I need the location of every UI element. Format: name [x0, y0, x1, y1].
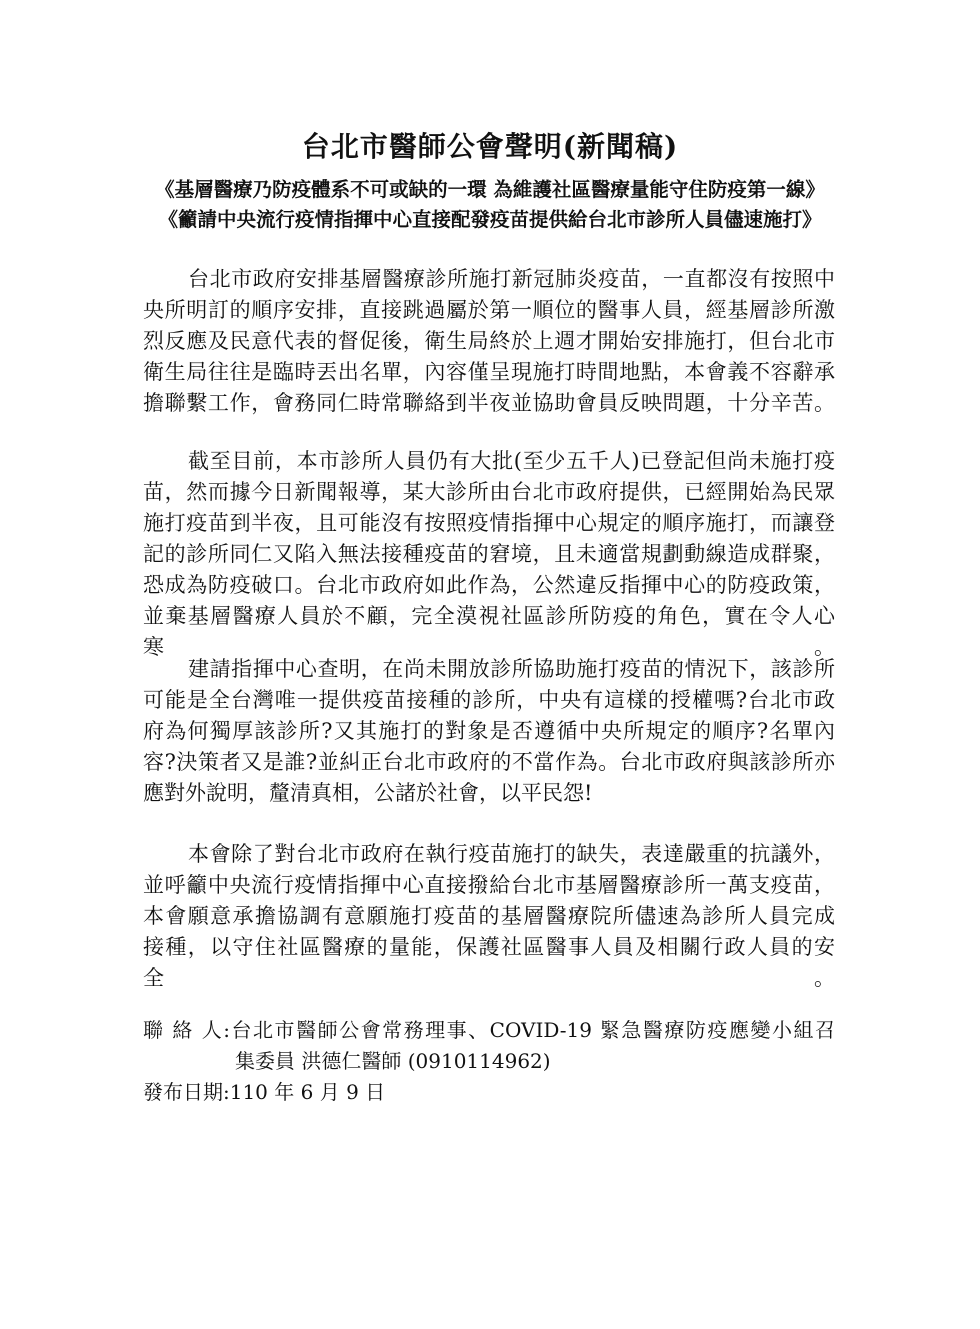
paragraph-line: 台北市政府安排基層醫療診所施打新冠肺炎疫苗，一直都沒有按照中: [188, 267, 835, 291]
paragraph-line: 並棄基層醫療人員於不顧，完全漠視社區診所防疫的角色，實在令人心寒。: [143, 604, 835, 659]
subtitle-line: 《籲請中央流行疫情指揮中心直接配發疫苗提供給台北市診所人員儘速施打》: [158, 208, 822, 231]
paragraph-line: 接種，以守住社區醫療的量能，保護社區醫事人員及相關行政人員的安全。: [143, 935, 835, 990]
subtitle-line: 《基層醫療乃防疫體系不可或缺的一環 為維護社區醫療量能守住防疫第一線》: [155, 178, 825, 201]
paragraph-line: 並呼籲中央流行疫情指揮中心直接撥給台北市基層醫療診所一萬支疫苗，: [143, 873, 835, 897]
paragraph-2: [143, 446, 835, 659]
contact-person: 聯 絡 人:台北市醫師公會常務理事、COVID-19 緊急醫療防疫應變小組召: [143, 1018, 835, 1042]
paragraph-line: 應對外說明，釐清真相，公諸於社會，以平民怨!: [143, 781, 593, 805]
paragraph-line: 擔聯繫工作，會務同仁時常聯絡到半夜並協助會員反映問題，十分辛苦。: [143, 391, 835, 415]
paragraph-line: 苗，然而據今日新聞報導，某大診所由台北市政府提供，已經開始為民眾: [143, 480, 835, 504]
paragraph-line: 截至目前，本市診所人員仍有大批(至少五千人)已登記但尚未施打疫: [188, 449, 835, 473]
paragraph-line: 建請指揮中心查明，在尚未開放診所協助施打疫苗的情況下，該診所: [188, 657, 835, 681]
paragraph-line: 衛生局往往是臨時丟出名單，內容僅呈現施打時間地點，本會義不容辭承: [143, 360, 835, 384]
paragraph-line: 府為何獨厚該診所?又其施打的對象是否遵循中央所規定的順序?名單內: [143, 719, 835, 743]
paragraph-line: 恐成為防疫破口。台北市政府如此作為，公然違反指揮中心的防疫政策，: [143, 573, 835, 597]
paragraph-3: [143, 654, 835, 809]
paragraph-line: 本會除了對台北市政府在執行疫苗施打的缺失，表達嚴重的抗議外，: [188, 842, 835, 866]
subtitle-block: [143, 175, 837, 235]
contact-person-continued: 集委員 洪德仁醫師 (0910114962): [235, 1049, 551, 1073]
paragraph-1: [143, 264, 835, 419]
paragraph-line: 容?決策者又是誰?並糾正台北市政府的不當作為。台北市政府與該診所亦: [143, 750, 835, 774]
paragraph-line: 烈反應及民意代表的督促後，衛生局終於上週才開始安排施打，但台北市: [143, 329, 835, 353]
paragraph-4: [143, 839, 835, 990]
paragraph-line: 本會願意承擔協調有意願施打疫苗的基層醫療院所儘速為診所人員完成: [143, 904, 835, 928]
paragraph-line: 可能是全台灣唯一提供疫苗接種的診所，中央有這樣的授權嗎?台北市政: [143, 688, 835, 712]
release-date: 發布日期:110 年 6 月 9 日: [143, 1080, 386, 1104]
paragraph-line: 央所明訂的順序安排，直接跳過屬於第一順位的醫事人員，經基層診所激: [143, 298, 835, 322]
contact-block: [143, 1015, 835, 1108]
paragraph-line: 施打疫苗到半夜，且可能沒有按照疫情指揮中心規定的順序施打，而讓登: [143, 511, 835, 535]
paragraph-line: 記的診所同仁又陷入無法接種疫苗的窘境，且未適當規劃動線造成群聚，: [143, 542, 835, 566]
page-title: 台北市醫師公會聲明(新聞稿): [301, 130, 679, 163]
